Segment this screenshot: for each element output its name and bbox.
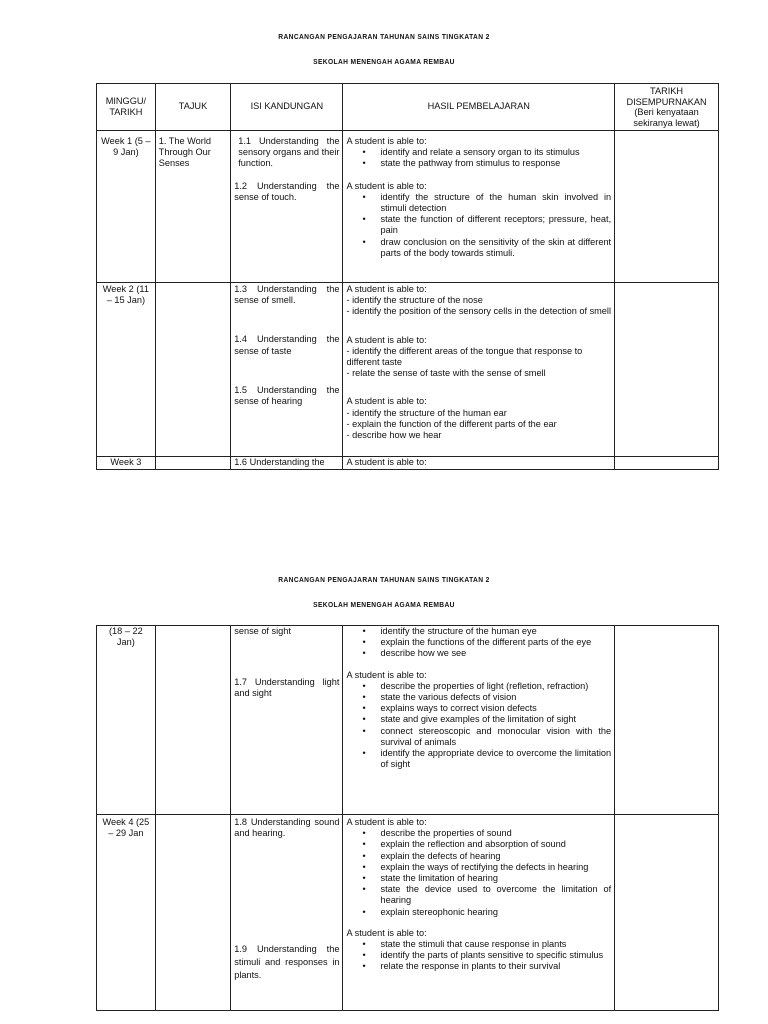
outcome-list-1-6 (346, 626, 611, 660)
learning-intro: A student is able to: (346, 180, 427, 191)
list-item: • identify the appropriate device to overcome the limitation of sight (380, 748, 611, 770)
outcome-list-1-1 (346, 147, 611, 169)
tarikh-cell (615, 815, 719, 1011)
list-item: • explain the defects of hearing (380, 851, 611, 862)
document-title: RANCANGAN PENGAJARAN TAHUNAN SAINS TINGKATAN 2 (278, 34, 490, 41)
list-item: • describe the properties of sound (380, 828, 611, 839)
outcome-line: - explain the function of the different parts of the ear (346, 418, 557, 429)
week-cell (97, 457, 156, 470)
isi-cell (231, 457, 343, 470)
lesson-plan-table-page-2 (96, 625, 719, 1011)
list-item: • explain the functions of the different parts of the eye (380, 637, 611, 648)
list-item: • state the function of different receptors; pressure, heat, pain (380, 214, 611, 236)
week-label: Week 1 (5 – 9 Jan) (101, 136, 151, 158)
list-item: • state the pathway from stimulus to response (380, 158, 611, 169)
outcome-line: - relate the sense of taste with the sense of smell (346, 368, 546, 379)
outcome-list-1-9 (346, 939, 611, 973)
table-row (97, 131, 719, 283)
hasil-cell (343, 626, 615, 815)
tarikh-cell (615, 283, 719, 457)
list-item: • state and give examples of the limitation of sight (380, 714, 611, 725)
outcome-line: - identify the structure of the human ear (346, 407, 507, 418)
topic-1-5: 1.5 Understanding the sense of hearing (234, 384, 340, 407)
col-header-tarikh: TARIKH DISEMPURNAKAN (Beri kenyataan sekiranya lewat) (615, 84, 719, 131)
table-row (97, 626, 719, 815)
outcome-list-1-7 (346, 681, 611, 771)
learning-intro: A student is able to: (346, 284, 427, 294)
table-header-row (97, 84, 719, 131)
list-item: • state the limitation of hearing (380, 873, 611, 884)
list-item: • connect stereoscopic and monocular vision with the survival of animals (380, 726, 611, 748)
week-cell (97, 815, 156, 1011)
list-item: • identify and relate a sensory organ to its stimulus (380, 147, 611, 158)
list-item: • explain the reflection and absorption of sound (380, 839, 611, 850)
list-item: • draw conclusion on the sensitivity of the skin at different parts of the body towards stimuli. (380, 237, 611, 259)
outcome-list-1-8 (346, 828, 611, 918)
outcome-list-1-2 (346, 192, 611, 259)
hasil-cell (343, 283, 615, 457)
list-item: • state the various defects of vision (380, 692, 611, 703)
topic-1-1: 1.1 Understanding the sensory organs and their function. (238, 136, 340, 169)
col-header-hasil: HASIL PEMBELAJARAN (343, 84, 615, 131)
list-item: • identify the parts of plants sensitive to specific stimulus (380, 950, 611, 961)
learning-intro: A student is able to: (346, 927, 427, 938)
learning-intro: A student is able to: (346, 669, 427, 680)
week-date: (18 – 22 Jan) (109, 626, 143, 648)
outcome-line: - describe how we hear (346, 430, 442, 441)
list-item: • describe the properties of light (refletion, refraction) (380, 681, 611, 692)
outcome-line: - identify the position of the sensory cells in the detection of smell (346, 306, 612, 317)
col-header-isi: ISI KANDUNGAN (231, 84, 343, 131)
learning-intro: A student is able to: (346, 396, 427, 407)
list-item: • state the device used to overcome the limitation of hearing (380, 884, 611, 906)
week-label: Week 2 (11 – 15 Jan) (102, 284, 149, 306)
week-cell (97, 131, 156, 283)
isi-cell (231, 283, 343, 457)
tarikh-cell (615, 457, 719, 470)
tarikh-cell (615, 626, 719, 815)
hasil-cell (343, 131, 615, 283)
tajuk-cell (155, 131, 231, 283)
table-row (97, 283, 719, 457)
topic-1-7: 1.7 Understanding light and sight (234, 677, 340, 699)
isi-cell (231, 815, 343, 1011)
list-item: • identify the structure of the human skin involved in stimuli detection (380, 192, 611, 214)
list-item: • explain stereophonic hearing (380, 907, 611, 918)
outcome-line: - identify the different areas of the tongue that response to different taste (346, 345, 583, 368)
tarikh-cell (615, 131, 719, 283)
table-row (97, 457, 719, 470)
topic-1-6-cont: sense of sight (234, 626, 291, 636)
topic-1-9: 1.9 Understanding the stimuli and responses in plants. (234, 944, 340, 980)
tajuk-cell (155, 626, 231, 815)
learning-intro: A student is able to: (346, 457, 427, 467)
school-name: SEKOLAH MENENGAH AGAMA REMBAU (313, 59, 455, 66)
list-item: • identify the structure of the human eye (380, 626, 611, 637)
week-label: Week 4 (25 – 29 Jan (102, 817, 150, 839)
topic-1-2: 1.2 Understanding the sense of touch. (234, 180, 340, 202)
isi-cell (231, 626, 343, 815)
list-item: • relate the response in plants to their survival (380, 961, 611, 972)
school-name: SEKOLAH MENENGAH AGAMA REMBAU (313, 602, 455, 609)
week-cell (97, 626, 156, 815)
learning-intro: A student is able to: (346, 136, 427, 146)
tajuk-cell (155, 815, 231, 1011)
outcome-line: - identify the structure of the nose (346, 295, 483, 306)
list-item: • state the stimuli that cause response in plants (380, 939, 611, 950)
learning-intro: A student is able to: (346, 817, 427, 827)
topic-1-4: 1.4 Understanding the sense of taste (234, 334, 340, 356)
isi-cell (231, 131, 343, 283)
lesson-plan-table-page-1 (96, 83, 719, 470)
topic-1-6: 1.6 Understanding the (234, 457, 325, 467)
document-title: RANCANGAN PENGAJARAN TAHUNAN SAINS TINGKATAN 2 (278, 577, 490, 584)
learning-intro: A student is able to: (346, 334, 427, 345)
list-item: • describe how we see (380, 648, 611, 659)
tajuk-text: 1. The World Through Our Senses (158, 136, 211, 169)
week-cell (97, 283, 156, 457)
list-item: • explains ways to correct vision defects (380, 703, 611, 714)
hasil-cell (343, 457, 615, 470)
list-item: • explain the ways of rectifying the defects in hearing (380, 862, 611, 873)
table-row (97, 815, 719, 1011)
tajuk-cell (155, 283, 231, 457)
col-header-tajuk: TAJUK (155, 84, 231, 131)
col-header-minggu: MINGGU/ TARIKH (97, 84, 156, 131)
topic-1-8: 1.8 Understanding sound and hearing. (234, 817, 340, 839)
tajuk-cell (155, 457, 231, 470)
week-label: Week 3 (110, 457, 142, 467)
topic-1-3: 1.3 Understanding the sense of smell. (234, 284, 340, 306)
hasil-cell (343, 815, 615, 1011)
